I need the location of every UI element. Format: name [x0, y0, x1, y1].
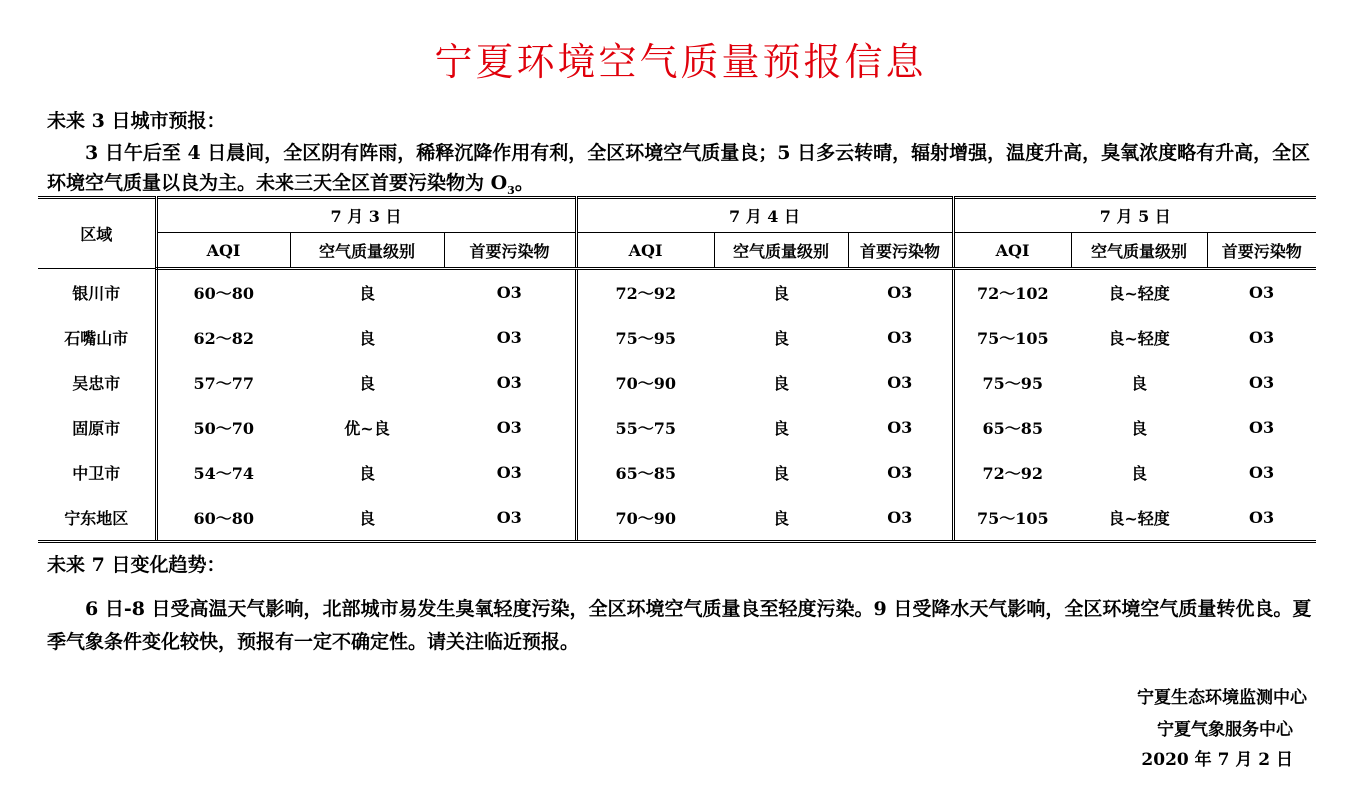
pollutant-cell — [848, 450, 953, 495]
pollutant-value: O3 — [887, 373, 913, 392]
pollutant-value: O3 — [496, 508, 522, 527]
pollutant-value: O3 — [887, 328, 913, 347]
pollutant-value: O3 — [1249, 463, 1275, 482]
region-cell: 银川市 — [72, 283, 121, 303]
pollutant-value: O3 — [887, 463, 913, 482]
level-cell: 良 — [358, 329, 375, 348]
pollutant-value: O3 — [887, 508, 913, 527]
level-cell: 良 — [358, 374, 375, 393]
aqi-cell: 65～85 — [953, 405, 1071, 450]
footer-org2: 宁夏气象服务中心 — [1157, 720, 1293, 740]
forecast3-subscript: 3 — [507, 183, 515, 197]
level-cell: 良~轻度 — [1108, 329, 1170, 348]
aqi-cell: 62～82 — [156, 315, 290, 360]
aqi-cell: 75～105 — [953, 495, 1071, 542]
level-cell: 良~轻度 — [1071, 495, 1207, 542]
forecast3-heading: 未来 3 日城市预报： — [47, 110, 226, 132]
pollutant-cell — [1207, 450, 1316, 495]
level-cell: 良 — [1131, 419, 1148, 438]
pollutant-value: O3 — [1249, 418, 1275, 437]
region-cell: 石嘴山市 — [64, 329, 129, 348]
pollutant-cell — [1207, 495, 1316, 542]
pollutant-value: O3 — [496, 328, 522, 347]
table-row — [38, 450, 1316, 495]
pollutant-cell — [848, 360, 953, 405]
pollutant-cell — [848, 495, 953, 542]
pollutant-cell — [848, 315, 953, 360]
day-header-3: 7 月 5 日 — [953, 198, 1316, 233]
region-cell: 中卫市 — [72, 464, 121, 483]
pollutant-col-header: 首要污染物 — [848, 233, 953, 269]
aqi-cell: 70～90 — [576, 360, 714, 405]
aqi-forecast-table — [38, 196, 1316, 543]
level-cell: 良 — [1131, 374, 1148, 393]
level-cell: 良 — [358, 284, 375, 303]
table-row — [38, 405, 1316, 450]
table-row — [38, 315, 1316, 360]
aqi-cell: 57～77 — [156, 360, 290, 405]
aqi-cell: 72～92 — [576, 269, 714, 316]
pollutant-cell — [1207, 405, 1316, 450]
level-cell: 良 — [773, 329, 790, 348]
aqi-col-header: AQI — [576, 233, 714, 269]
level-cell: 良~轻度 — [1108, 284, 1170, 303]
aqi-cell: 60～80 — [156, 495, 290, 542]
region-header: 区域 — [38, 198, 156, 269]
table-row — [38, 360, 1316, 405]
aqi-cell: 70～90 — [576, 495, 714, 542]
table-row — [38, 269, 1316, 316]
pollutant-cell — [444, 405, 576, 450]
pollutant-col-header: 首要污染物 — [1207, 233, 1316, 269]
level-cell: 良 — [714, 495, 848, 542]
aqi-cell: 54～74 — [156, 450, 290, 495]
aqi-cell: 60～80 — [156, 269, 290, 316]
aqi-cell: 72～92 — [953, 450, 1071, 495]
level-col-header: 空气质量级别 — [714, 233, 848, 269]
pollutant-cell — [444, 315, 576, 360]
aqi-cell: 75～95 — [576, 315, 714, 360]
aqi-cell: 55～75 — [576, 405, 714, 450]
level-cell: 良 — [358, 464, 375, 483]
pollutant-value: O3 — [496, 373, 522, 392]
aqi-col-header: AQI — [156, 233, 290, 269]
pollutant-cell — [1207, 315, 1316, 360]
pollutant-cell — [444, 360, 576, 405]
pollutant-value: O3 — [496, 283, 522, 302]
region-cell: 宁东地区 — [38, 495, 156, 542]
trend7-heading: 未来 7 日变化趋势： — [47, 554, 226, 576]
pollutant-value: O3 — [1249, 283, 1275, 302]
level-cell: 良 — [1131, 464, 1148, 483]
footer-date: 2020 年 7 月 2 日 — [1141, 750, 1293, 770]
level-cell: 良 — [773, 464, 790, 483]
aqi-cell: 75～95 — [953, 360, 1071, 405]
level-cell: 良 — [773, 284, 790, 303]
pollutant-cell — [1207, 360, 1316, 405]
table-row — [38, 495, 1316, 542]
level-col-header: 空气质量级别 — [1071, 233, 1207, 269]
trend7-paragraph: 6 日-8 日受高温天气影响，北部城市易发生臭氧轻度污染，全区环境空气质量良至轻度污染。9 日受降水天气影响，全区环境空气质量转优良。夏季气象条件变化较快，预报有一定不确定性。请关注临近预报。 — [47, 598, 1312, 653]
aqi-cell: 50～70 — [156, 405, 290, 450]
footer-org1: 宁夏生态环境监测中心 — [1137, 688, 1307, 708]
forecast3-text-end: 。 — [514, 172, 534, 194]
pollutant-value: O3 — [1249, 508, 1275, 527]
aqi-cell: 72～102 — [953, 269, 1071, 316]
day-header-1: 7 月 3 日 — [156, 198, 576, 233]
pollutant-cell — [444, 269, 576, 316]
pollutant-value: O3 — [887, 418, 913, 437]
pollutant-value: O3 — [887, 283, 913, 302]
pollutant-value: O3 — [1249, 373, 1275, 392]
level-cell: 良 — [773, 419, 790, 438]
level-cell: 优~良 — [344, 419, 390, 438]
pollutant-value: O3 — [496, 418, 522, 437]
pollutant-col-header: 首要污染物 — [444, 233, 576, 269]
region-cell: 吴忠市 — [72, 374, 121, 393]
aqi-cell: 65～85 — [576, 450, 714, 495]
level-cell: 良 — [773, 374, 790, 393]
pollutant-cell — [444, 450, 576, 495]
pollutant-cell — [1207, 269, 1316, 316]
forecast3-text: 3 日午后至 4 日晨间，全区阴有阵雨，稀释沉降作用有利，全区环境空气质量良；5 日多云转晴，辐射增强，温度升高，臭氧浓度略有升高，全区环境空气质量以良为主。未来三天全区首要污染物为 O — [47, 142, 1311, 194]
level-cell: 良 — [290, 495, 444, 542]
page-title: 宁夏环境空气质量预报信息 — [434, 40, 927, 84]
aqi-cell: 75～105 — [953, 315, 1071, 360]
pollutant-value: O3 — [496, 463, 522, 482]
pollutant-cell — [848, 269, 953, 316]
aqi-col-header: AQI — [953, 233, 1071, 269]
pollutant-cell — [848, 405, 953, 450]
pollutant-cell — [444, 495, 576, 542]
region-cell: 固原市 — [72, 419, 121, 438]
level-col-header: 空气质量级别 — [290, 233, 444, 269]
day-header-2: 7 月 4 日 — [576, 198, 953, 233]
pollutant-value: O3 — [1249, 328, 1275, 347]
